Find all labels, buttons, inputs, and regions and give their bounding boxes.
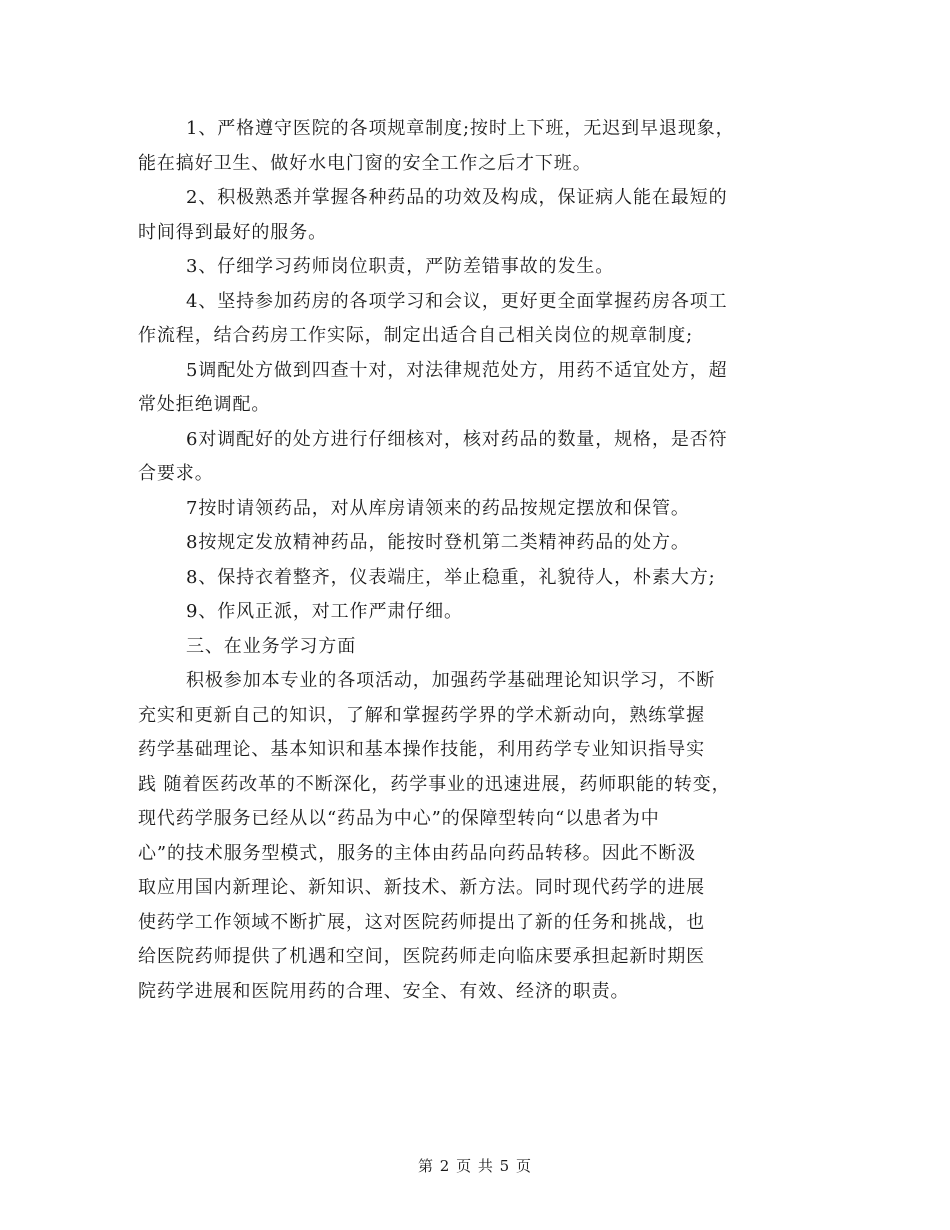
text-line: 9、作风正派，对工作严肃仔细。 bbox=[186, 601, 463, 622]
text-line: 合要求。 bbox=[138, 463, 214, 484]
page-number-footer: 第 2 页 共 5 页 bbox=[418, 1157, 532, 1175]
text-line: 三、在业务学习方面 bbox=[186, 635, 357, 657]
text-line: 心”的技术服务型模式，服务的主体由药品向药品转移。因此不断汲 bbox=[138, 842, 697, 864]
text-line: 时间得到最好的服务。 bbox=[138, 221, 327, 243]
text-line: 3、仔细学习药师岗位职责，严防差错事故的发生。 bbox=[186, 256, 615, 277]
text-line: 6对调配好的处方进行仔细核对，核对药品的数量，规格，是否符 bbox=[186, 428, 728, 450]
text-line: 1、严格遵守医院的各项规章制度;按时上下班，无迟到早退现象， bbox=[186, 118, 735, 139]
text-line: 现代药学服务已经从以“药品为中心”的保障型转向“以患者为中 bbox=[138, 808, 660, 829]
text-line: 5调配处方做到四查十对，对法律规范处方，用药不适宜处方，超 bbox=[186, 359, 728, 381]
text-line: 践 随着医药改革的不断深化，药学事业的迅速进展，药师职能的转变， bbox=[138, 773, 731, 795]
text-line: 给医院药师提供了机遇和空间，医院药师走向临床要承担起新时期医 bbox=[138, 946, 705, 967]
text-line: 7按时请领药品，对从库房请领来的药品按规定摆放和保管。 bbox=[186, 497, 690, 519]
text-line: 4、坚持参加药房的各项学习和会议，更好更全面掌握药房各项工 bbox=[186, 290, 728, 312]
document-body bbox=[138, 112, 818, 1009]
text-line: 能在搞好卫生、做好水电门窗的安全工作之后才下班。 bbox=[138, 152, 592, 174]
text-line: 院药学进展和医院用药的合理、安全、有效、经济的职责。 bbox=[138, 980, 630, 1002]
text-line: 2、积极熟悉并掌握各种药品的功效及构成，保证病人能在最短的 bbox=[186, 187, 728, 208]
text-line: 作流程，结合药房工作实际，制定出适合自己相关岗位的规章制度; bbox=[138, 325, 694, 346]
text-line: 8、保持衣着整齐，仪表端庄，举止稳重，礼貌待人，朴素大方; bbox=[186, 566, 716, 588]
text-line: 药学基础理论、基本知识和基本操作技能，利用药学专业知识指导实 bbox=[138, 739, 705, 760]
text-line: 充实和更新自己的知识，了解和掌握药学界的学术新动向，熟练掌握 bbox=[138, 704, 705, 726]
text-line: 取应用国内新理论、新知识、新技术、新方法。同时现代药学的进展 bbox=[138, 877, 705, 898]
text-line: 8按规定发放精神药品，能按时登机第二类精神药品的处方。 bbox=[186, 532, 690, 553]
text-line: 常处拒绝调配。 bbox=[138, 394, 271, 415]
text-line: 积极参加本专业的各项活动，加强药学基础理论知识学习，不断 bbox=[186, 670, 716, 691]
text-line: 使药学工作领域不断扩展，这对医院药师提出了新的任务和挑战，也 bbox=[138, 911, 705, 933]
